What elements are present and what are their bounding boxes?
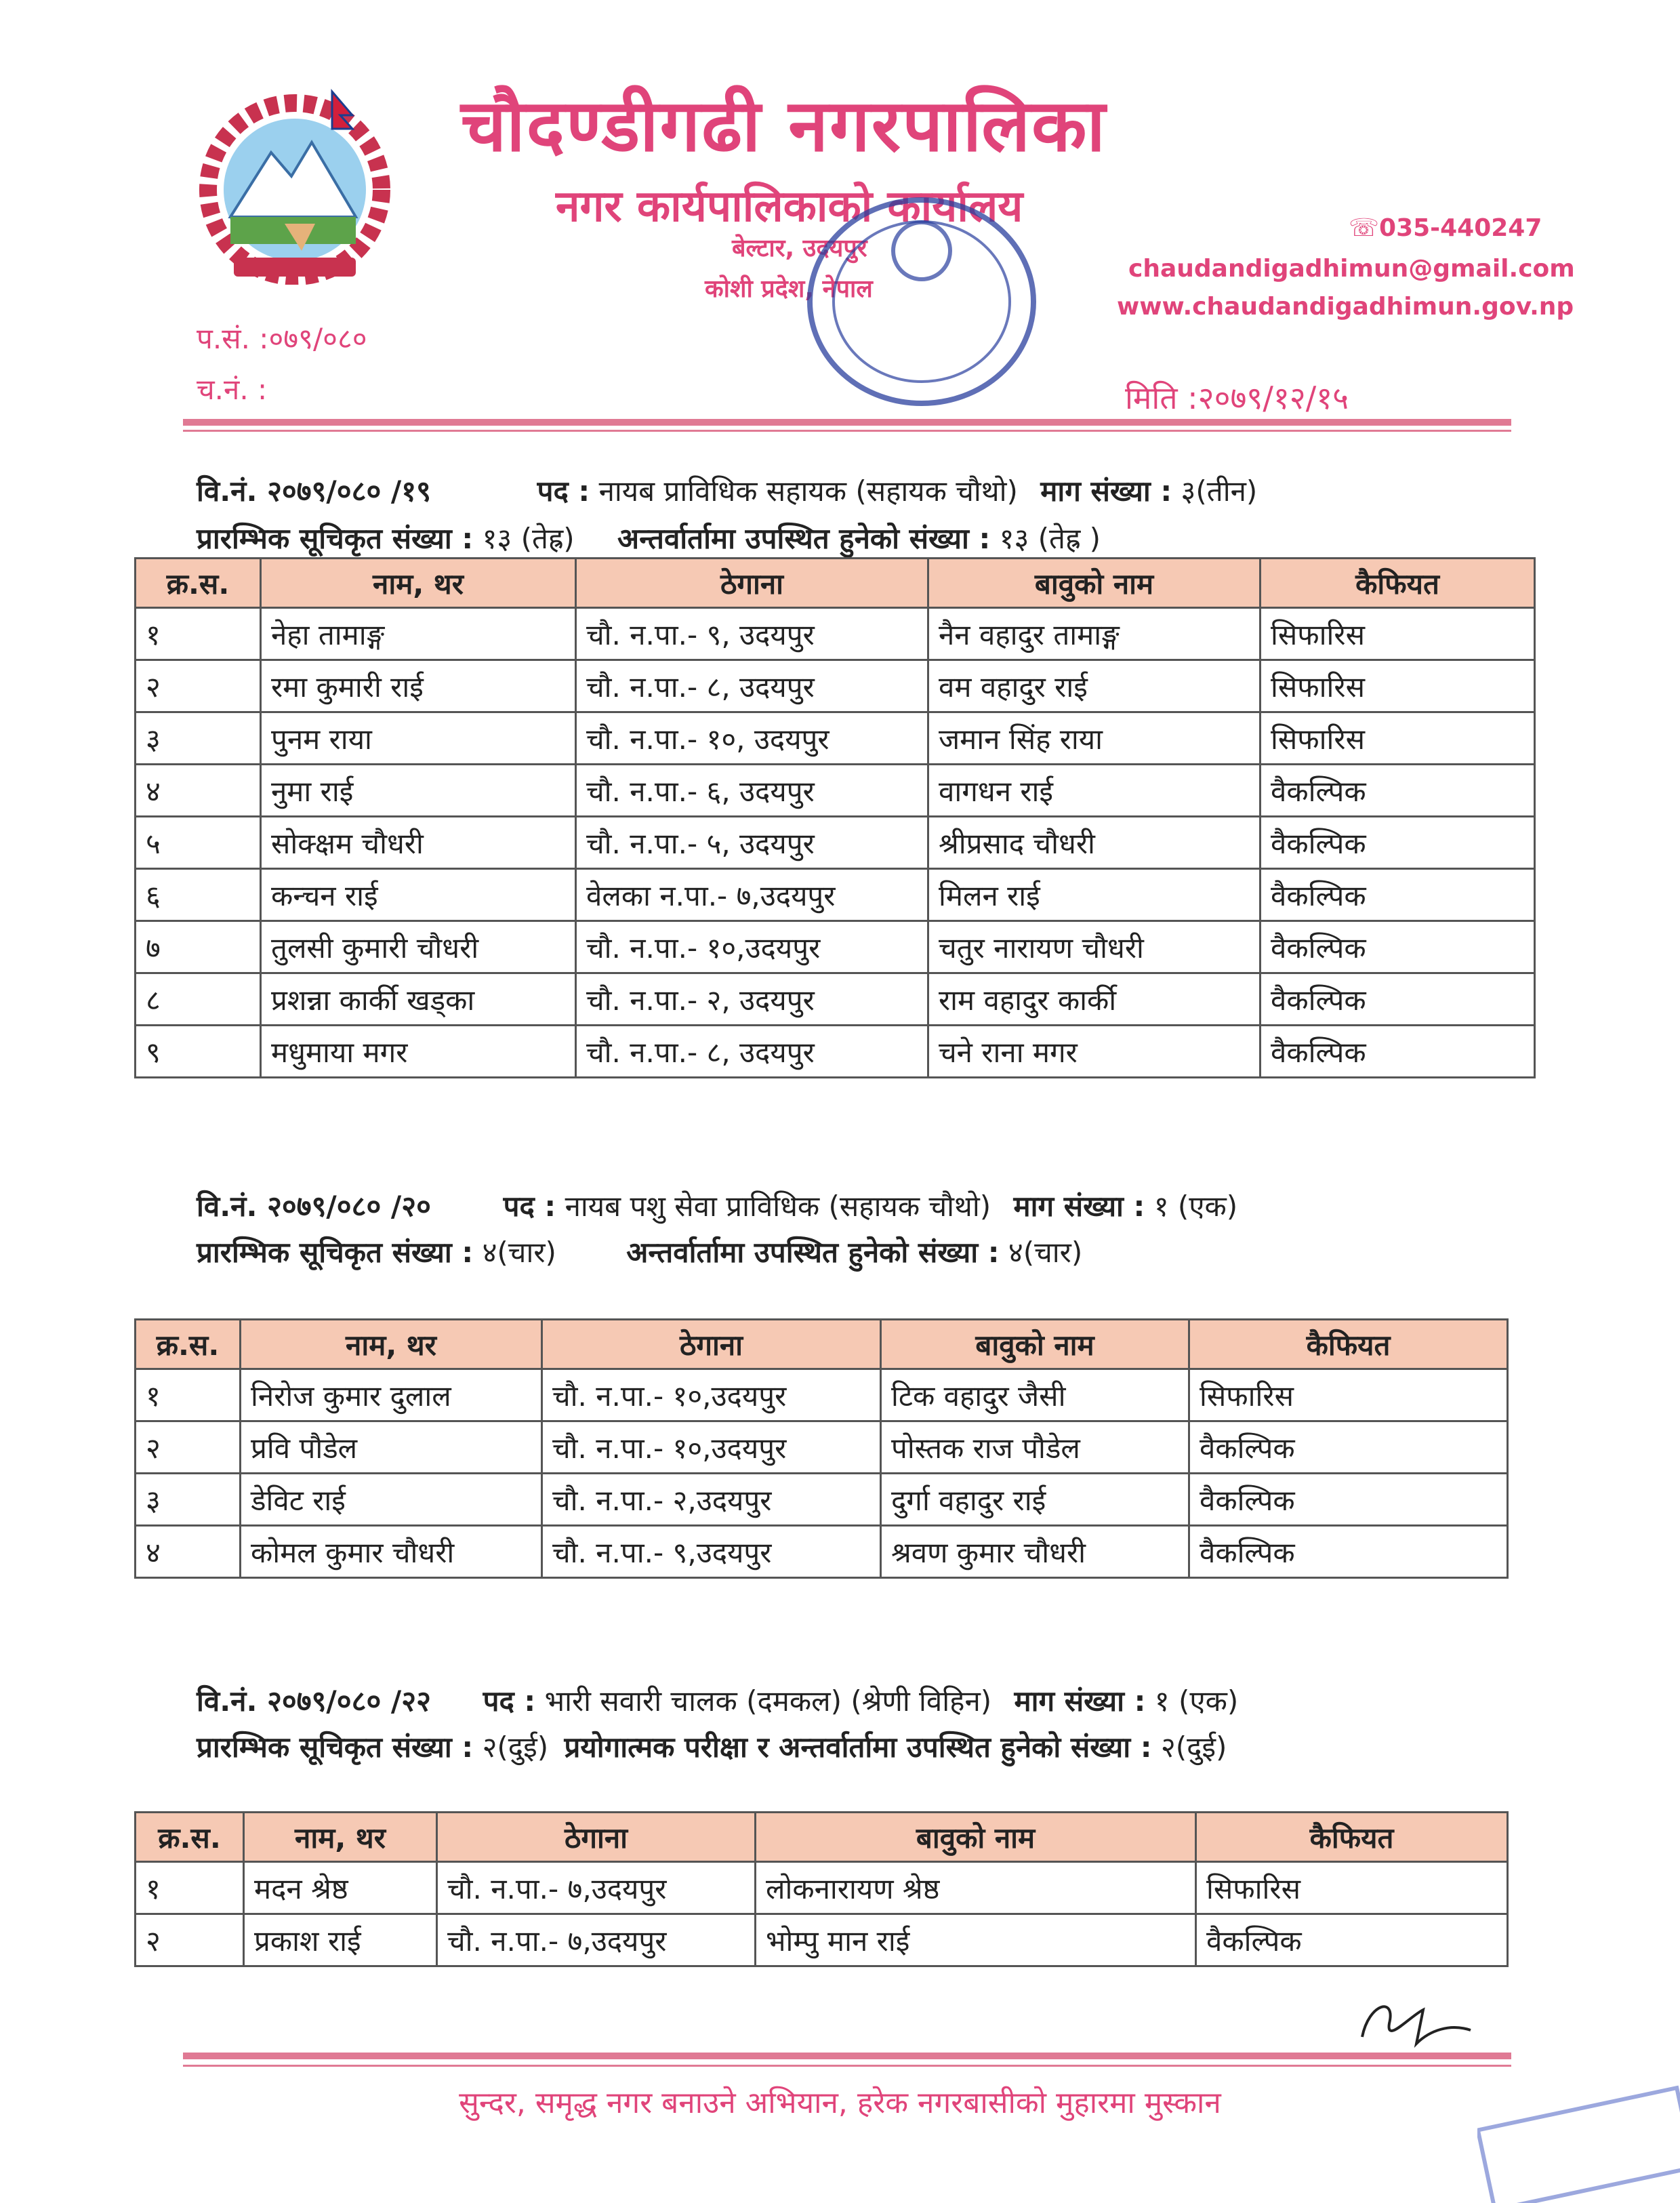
demand-value: ३(तीन) (1181, 474, 1258, 508)
cell-name: प्रवि पौडेल (241, 1421, 542, 1474)
section-3-line-1 (197, 1681, 1518, 1720)
cell-remarks: वैकल्पिक (1261, 765, 1535, 817)
cell-sn: १ (136, 608, 261, 660)
cell-father: मिलन राई (928, 869, 1261, 921)
cell-father: श्रवण कुमार चौधरी (881, 1526, 1189, 1578)
cell-father: लोकनारायण श्रेष्ठ (756, 1862, 1196, 1914)
cell-father: टिक वहादुर जैसी (881, 1369, 1189, 1421)
table-row (136, 660, 1535, 712)
table-row (136, 1862, 1508, 1914)
phone-number: ☏035-440247 (1349, 214, 1542, 242)
table-row (136, 1026, 1535, 1078)
col-header-name: नाम, थर (241, 1320, 542, 1369)
cell-name: डेविट राई (241, 1474, 542, 1526)
cell-remarks: वैकल्पिक (1261, 817, 1535, 869)
notice-number: वि.नं. २०७९/०८० /१९ (197, 474, 431, 508)
present-label: प्रयोगात्मक परीक्षा र अन्तर्वार्तामा उपस्थित हुनेको संख्या : (564, 1731, 1152, 1764)
post-value: नायब पशु सेवा प्राविधिक (सहायक चौथो) (565, 1190, 991, 1223)
cell-sn: २ (136, 660, 261, 712)
section-1-line-1 (197, 471, 1518, 510)
cell-remarks: वैकल्पिक (1189, 1421, 1508, 1474)
cell-remarks: वैकल्पिक (1189, 1526, 1508, 1578)
present-label: अन्तर्वार्तामा उपस्थित हुनेको संख्या : (626, 1236, 1000, 1269)
cell-name: कोमल कुमार चौधरी (241, 1526, 542, 1578)
demand-label: माग संख्या : (1040, 474, 1172, 508)
col-header-name: नाम, थर (261, 559, 576, 608)
cell-remarks: वैकल्पिक (1189, 1474, 1508, 1526)
notice-number: वि.नं. २०७९/०८० /२० (197, 1190, 431, 1223)
col-header-remarks: कैफियत (1189, 1320, 1508, 1369)
col-header-address: ठेगाना (437, 1813, 756, 1862)
footer-rule (183, 2053, 1511, 2059)
cell-name: नुमा राई (261, 765, 576, 817)
col-header-sn: क्र.स. (136, 1813, 244, 1862)
cell-father: पोस्तक राज पौडेल (881, 1421, 1189, 1474)
cell-address: चौ. न.पा.- ७,उदयपुर (437, 1862, 756, 1914)
cell-remarks: सिफारिस (1261, 712, 1535, 765)
cell-sn: ८ (136, 973, 261, 1026)
cell-address: चौ. न.पा.- १०,उदयपुर (542, 1369, 881, 1421)
col-header-father: बावुको नाम (756, 1813, 1196, 1862)
candidate-table-2 (134, 1318, 1509, 1579)
cell-remarks: वैकल्पिक (1261, 869, 1535, 921)
demand-label: माग संख्या : (1014, 1684, 1146, 1718)
section-2-line-1 (197, 1186, 1518, 1225)
cell-name: पुनम राया (261, 712, 576, 765)
office-seal-icon (800, 190, 1044, 413)
post-label: पद : (537, 474, 590, 508)
cell-father: नैन वहादुर तामाङ्ग (928, 608, 1261, 660)
cell-remarks: वैकल्पिक (1196, 1914, 1508, 1966)
shortlist-label: प्रारम्भिक सूचिकृत संख्या : (197, 1731, 474, 1764)
col-header-father: बावुको नाम (881, 1320, 1189, 1369)
cell-address: चौ. न.पा.- ७,उदयपुर (437, 1914, 756, 1966)
section-2-line-2 (197, 1232, 1082, 1271)
table-row (136, 1421, 1508, 1474)
table-row (136, 1526, 1508, 1578)
post-label: पद : (503, 1190, 556, 1223)
cell-sn: ३ (136, 712, 261, 765)
cell-address: चौ. न.पा.- २, उदयपुर (576, 973, 928, 1026)
col-header-remarks: कैफियत (1261, 559, 1535, 608)
col-header-remarks: कैफियत (1196, 1813, 1508, 1862)
cell-remarks: सिफारिस (1196, 1862, 1508, 1914)
address-line-1: बेल्टार, उदयपुर (732, 235, 867, 262)
cell-sn: ६ (136, 869, 261, 921)
present-value: २(दुई) (1160, 1731, 1227, 1764)
present-label: अन्तर्वार्तामा उपस्थित हुनेको संख्या : (617, 522, 991, 555)
notice-number: वि.नं. २०७९/०८० /२२ (197, 1684, 431, 1718)
footer-rule-thin (183, 2065, 1511, 2067)
cell-remarks: वैकल्पिक (1261, 921, 1535, 973)
shortlist-label: प्रारम्भिक सूचिकृत संख्या : (197, 1236, 474, 1269)
shortlist-value: १३ (तेह्र) (482, 522, 575, 555)
org-name: चौदण्डीगढी नगरपालिका (461, 84, 1107, 167)
cell-address: चौ. न.पा.- ६, उदयपुर (576, 765, 928, 817)
candidate-table-1 (134, 557, 1536, 1078)
cell-name: मदन श्रेष्ठ (244, 1862, 437, 1914)
demand-value: १ (एक) (1154, 1684, 1239, 1718)
cell-address: चौ. न.पा.- ५, उदयपुर (576, 817, 928, 869)
cell-remarks: वैकल्पिक (1261, 1026, 1535, 1078)
post-value: भारी सवारी चालक (दमकल) (श्रेणी विहिन) (544, 1684, 992, 1718)
cell-name: मधुमाया मगर (261, 1026, 576, 1078)
shortlist-value: ४(चार) (482, 1236, 556, 1269)
table-row (136, 765, 1535, 817)
post-value: नायब प्राविधिक सहायक (सहायक चौथो) (598, 474, 1018, 508)
cell-sn: ३ (136, 1474, 241, 1526)
cell-address: चौ. न.पा.- ८, उदयपुर (576, 1026, 928, 1078)
table-row (136, 1474, 1508, 1526)
cell-remarks: सिफारिस (1261, 608, 1535, 660)
present-value: १३ (तेह्र ) (999, 522, 1101, 555)
table-header-row (136, 1813, 1508, 1862)
table-header-row (136, 559, 1535, 608)
table-row (136, 608, 1535, 660)
cell-sn: ४ (136, 1526, 241, 1578)
table-row (136, 817, 1535, 869)
post-label: पद : (483, 1684, 536, 1718)
cell-sn: १ (136, 1862, 244, 1914)
demand-label: माग संख्या : (1013, 1190, 1145, 1223)
table-row (136, 1914, 1508, 1966)
cell-address: चौ. न.पा.- १०, उदयपुर (576, 712, 928, 765)
table-row (136, 921, 1535, 973)
cell-father: श्रीप्रसाद चौधरी (928, 817, 1261, 869)
col-header-address: ठेगाना (576, 559, 928, 608)
cell-father: चतुर नारायण चौधरी (928, 921, 1261, 973)
cell-sn: ४ (136, 765, 261, 817)
cell-father: दुर्गा वहादुर राई (881, 1474, 1189, 1526)
cell-sn: १ (136, 1369, 241, 1421)
cell-address: वेलका न.पा.- ७,उदयपुर (576, 869, 928, 921)
cell-address: चौ. न.पा.- १०,उदयपुर (542, 1421, 881, 1474)
cell-address: चौ. न.पा.- ८, उदयपुर (576, 660, 928, 712)
signature-icon (1349, 1989, 1484, 2057)
col-header-sn: क्र.स. (136, 559, 261, 608)
cell-father: जमान सिंह राया (928, 712, 1261, 765)
cell-address: चौ. न.पा.- २,उदयपुर (542, 1474, 881, 1526)
cell-name: प्रकाश राई (244, 1914, 437, 1966)
cell-father: चने राना मगर (928, 1026, 1261, 1078)
cell-father: वम वहादुर राई (928, 660, 1261, 712)
col-header-name: नाम, थर (244, 1813, 437, 1862)
shortlist-value: २(दुई) (482, 1731, 549, 1764)
cell-remarks: सिफारिस (1261, 660, 1535, 712)
col-header-father: बावुको नाम (928, 559, 1261, 608)
table-row (136, 1369, 1508, 1421)
present-value: ४(चार) (1008, 1236, 1083, 1269)
cell-sn: ७ (136, 921, 261, 973)
cell-sn: २ (136, 1421, 241, 1474)
table-row (136, 712, 1535, 765)
cell-address: चौ. न.पा.- ९, उदयपुर (576, 608, 928, 660)
cell-name: नेहा तामाङ्ग (261, 608, 576, 660)
signature-stamp-icon (1477, 2081, 1680, 2203)
cell-name: निरोज कुमार दुलाल (241, 1369, 542, 1421)
col-header-sn: क्र.स. (136, 1320, 241, 1369)
footer-slogan: सुन्दर, समृद्ध नगर बनाउने अभियान, हरेक नगरबासीको मुहारमा मुस्कान (459, 2086, 1221, 2120)
header-rule-thin (183, 430, 1511, 432)
section-1-line-2 (197, 519, 1101, 557)
candidate-table-3 (134, 1811, 1509, 1967)
office-name: नगर कार्यपालिकाको कार्यालय (556, 182, 1023, 232)
cell-name: रमा कुमारी राई (261, 660, 576, 712)
header-rule (183, 419, 1511, 426)
cell-name: तुलसी कुमारी चौधरी (261, 921, 576, 973)
issue-date: मिति :२०७९/१२/१५ (1125, 380, 1349, 416)
shortlist-label: प्रारम्भिक सूचिकृत संख्या : (197, 522, 474, 555)
col-header-address: ठेगाना (542, 1320, 881, 1369)
cell-sn: ५ (136, 817, 261, 869)
cell-sn: २ (136, 1914, 244, 1966)
table-row (136, 973, 1535, 1026)
cell-father: वागधन राई (928, 765, 1261, 817)
section-3-line-2 (197, 1727, 1227, 1766)
cell-sn: ९ (136, 1026, 261, 1078)
cell-name: प्रशन्ना कार्की खड्का (261, 973, 576, 1026)
reference-number: प.सं. :०७९/०८० (197, 322, 367, 355)
website-url: www.chaudandigadhimun.gov.np (1117, 293, 1574, 321)
cell-address: चौ. न.पा.- १०,उदयपुर (576, 921, 928, 973)
cell-remarks: वैकल्पिक (1261, 973, 1535, 1026)
cell-name: सोक्क्षम चौधरी (261, 817, 576, 869)
cell-remarks: सिफारिस (1189, 1369, 1508, 1421)
address-line-2: कोशी प्रदेश, नेपाल (705, 275, 873, 303)
table-header-row (136, 1320, 1508, 1369)
cell-name: कन्चन राई (261, 869, 576, 921)
cell-address: चौ. न.पा.- ९,उदयपुर (542, 1526, 881, 1578)
table-row (136, 869, 1535, 921)
cell-father: भोम्पु मान राई (756, 1914, 1196, 1966)
demand-value: १ (एक) (1153, 1190, 1238, 1223)
nepal-emblem-icon (183, 88, 407, 285)
dispatch-number: च.नं. : (197, 373, 268, 406)
cell-father: राम वहादुर कार्की (928, 973, 1261, 1026)
email-address: chaudandigadhimun@gmail.com (1128, 255, 1575, 283)
